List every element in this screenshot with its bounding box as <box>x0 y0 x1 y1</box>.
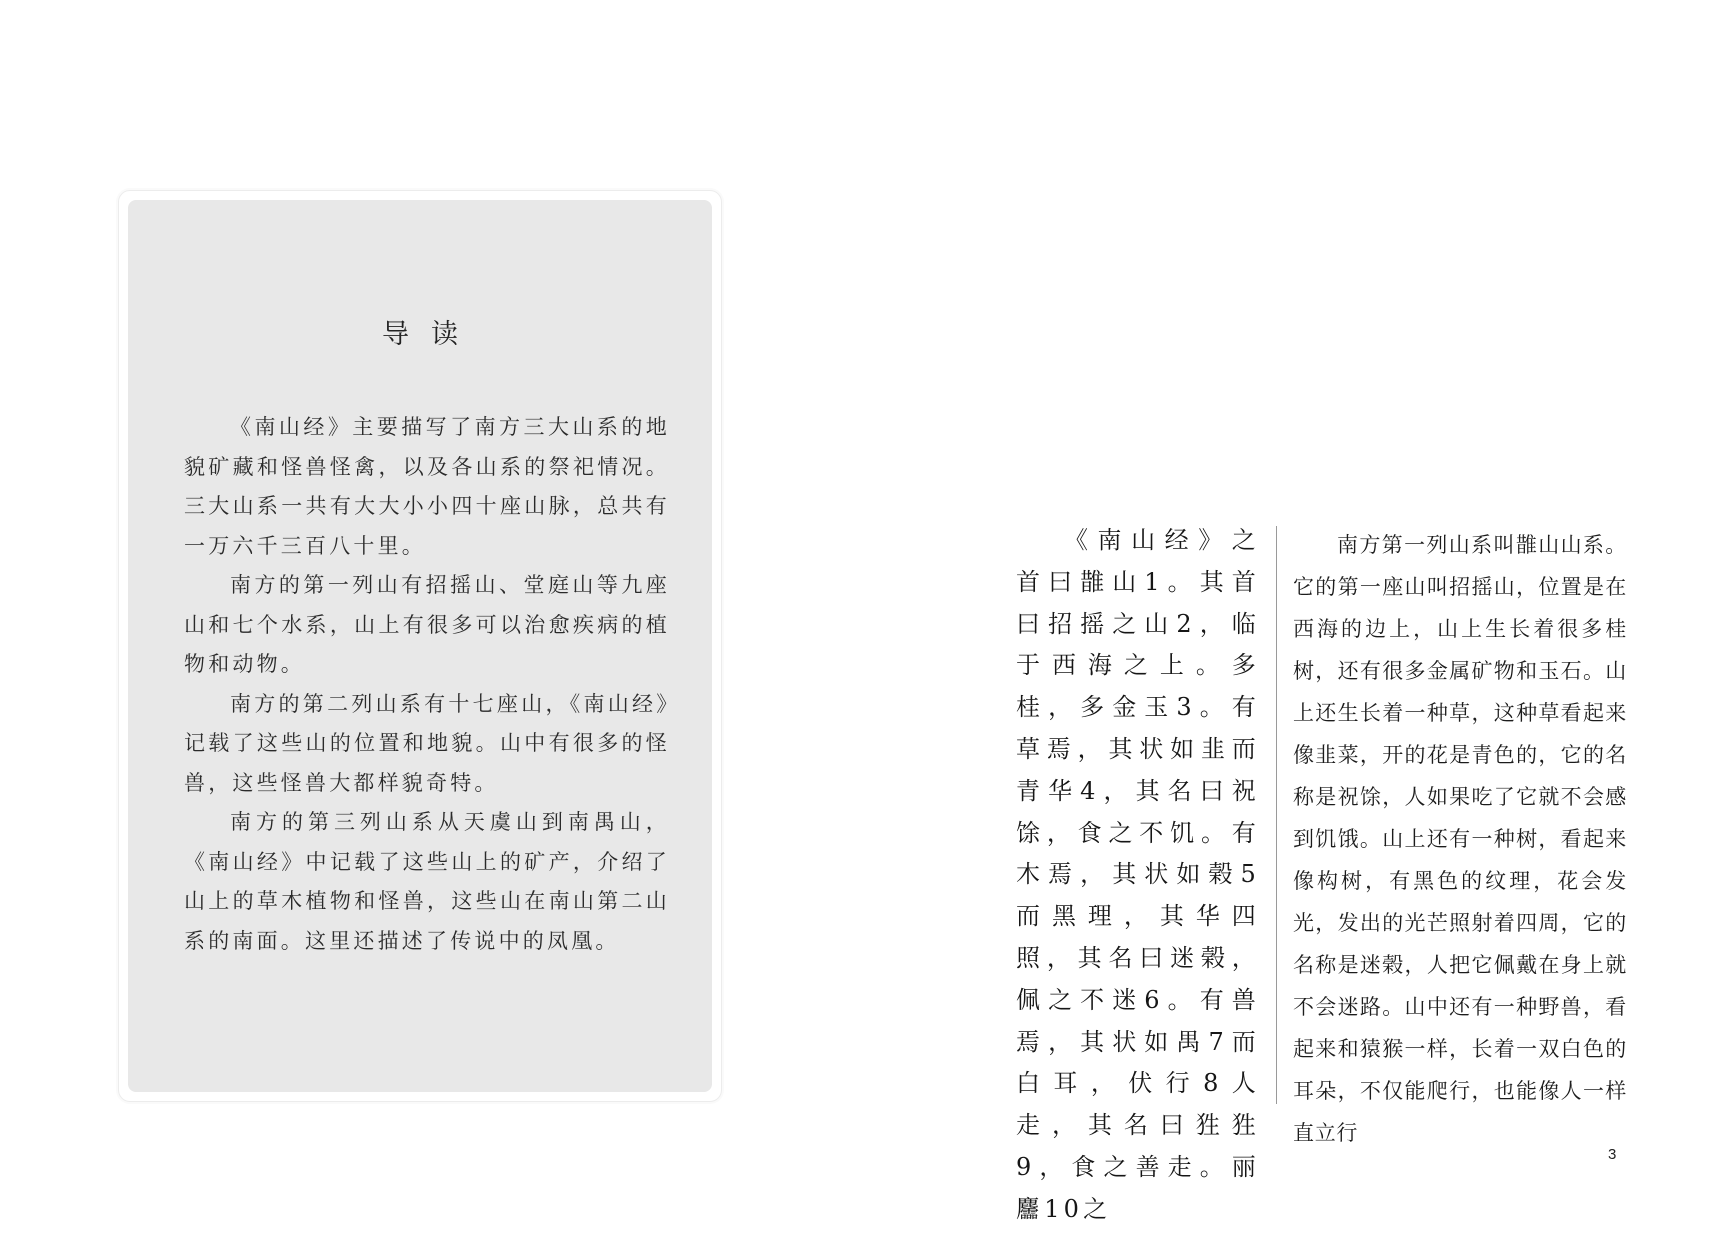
intro-body <box>184 408 670 961</box>
intro-paragraph: 南方的第一列山有招摇山、堂庭山等九座山和七个水系，山上有很多可以治愈疾病的植物和动物。 <box>184 573 670 676</box>
intro-title: 导读 <box>382 319 480 350</box>
column-divider <box>1276 526 1277 1104</box>
intro-paragraph: 南方的第二列山系有十七座山，《南山经》记载了这些山的位置和地貌。山中有很多的怪兽，这些怪兽大都样貌奇特。 <box>184 691 670 795</box>
translation-column <box>1293 524 1627 1154</box>
intro-panel <box>128 200 712 1092</box>
classic-text-column <box>1016 520 1260 1231</box>
translation-text: 南方第一列山系叫䧿山山系。它的第一座山叫招摇山，位置是在西海的边上，山上生长着很多桂树，还有很多金属矿物和玉石。山上还生长着一种草，这种草看起来像韭菜，开的花是青色的，它的名称是祝馀，人如果吃了它就不会感到饥饿。山上还有一种树，看起来像构树，有黑色的纹理，花会发光，发出的光芒照射着四周，它的名称是迷榖，人把它佩戴在身上就不会迷路。山中还有一种野兽，看起来和猿猴一样，长着一双白色的耳朵，不仅能爬行，也能像人一样直立行 <box>1293 533 1627 1145</box>
intro-paragraph: 《南山经》主要描写了南方三大山系的地貌矿藏和怪兽怪禽，以及各山系的祭祀情况。三大山系一共有大大小小四十座山脉，总共有一万六千三百八十里。 <box>184 415 670 558</box>
classic-text: 《南山经》之首曰䧿山1。其首曰招摇之山2，临于西海之上。多桂，多金玉3。有草焉，其状如韭而青华4，其名曰祝馀，食之不饥。有木焉，其状如榖5而黑理，其华四照，其名曰迷榖，佩之不迷6。有兽焉，其状如禺7而白耳，伏行8人走，其名曰狌狌9，食之善走。丽麢10之 <box>1016 526 1260 1223</box>
page-number: 3 <box>1608 1146 1617 1163</box>
intro-frame <box>118 190 722 1102</box>
intro-paragraph: 南方的第三列山系从天虞山到南禺山，《南山经》中记载了这些山上的矿产，介绍了山上的草木植物和怪兽，这些山在南山第二山系的南面。这里还描述了传说中的凤凰。 <box>184 810 670 953</box>
